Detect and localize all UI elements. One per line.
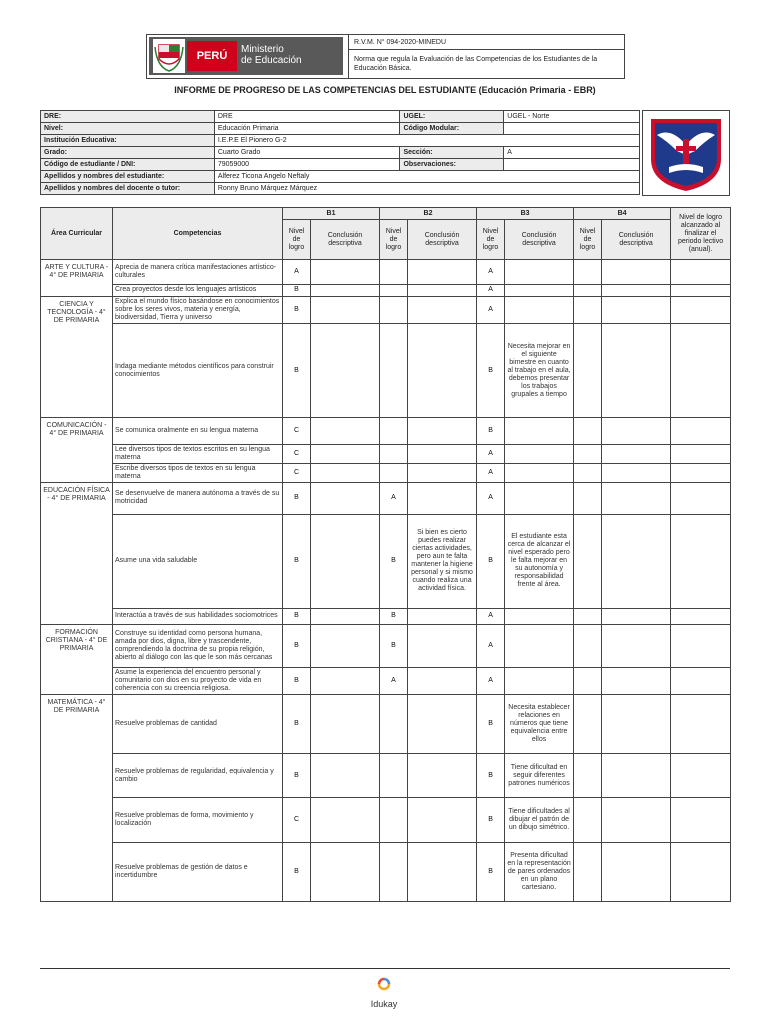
conclusion-b3: Tiene dificultades al dibujar el patrón de un dibujo simétrico. [505, 798, 574, 843]
dre-value: DRE [214, 111, 400, 123]
area-name: CIENCIA Y TECNOLOGÍA - 4° DE PRIMARIA [41, 296, 113, 418]
grade-b4 [574, 285, 602, 296]
table-row [41, 514, 731, 608]
conclusion-b4 [602, 323, 671, 417]
conclusion-b3: Presenta dificultad en la representación de pares ordenados en un plano cartesiano. [505, 843, 574, 902]
grade-b3: B [477, 514, 505, 608]
conclusion-b1 [311, 514, 380, 608]
grade-b2: A [380, 667, 408, 694]
grade-b4 [574, 418, 602, 444]
conclusion-b3 [505, 667, 574, 694]
grade-b3: B [477, 753, 505, 798]
institucion-label: Institución Educativa: [41, 135, 215, 147]
codigo-estudiante-label: Código de estudiante / DNI: [41, 159, 215, 171]
grade-b4 [574, 667, 602, 694]
conclusion-b1 [311, 753, 380, 798]
area-name: ARTE Y CULTURA - 4° DE PRIMARIA [41, 260, 113, 297]
grade-b2 [380, 444, 408, 463]
table-row [41, 323, 731, 417]
competency-text: Explica el mundo físico basándose en conocimientos sobre los seres vivos, materia y energía, biodiversidad, Tierra y universo [113, 296, 283, 323]
competency-text: Lee diversos tipos de textos escritos en su lengua materna [113, 444, 283, 463]
competency-text: Resuelve problemas de forma, movimiento y localización [113, 798, 283, 843]
table-row [41, 483, 731, 514]
conclusion-b3 [505, 444, 574, 463]
nivel-value: Educación Primaria [214, 123, 400, 135]
conclusion-b3 [505, 296, 574, 323]
conclusion-b2 [408, 483, 477, 514]
final-level [671, 843, 731, 902]
idukay-brand-text: Idukay [370, 999, 398, 1009]
info-row [41, 159, 640, 171]
nivel-header: Nivel de logro [283, 220, 311, 260]
footer-divider [40, 968, 730, 969]
competency-text: Indaga mediante métodos científicos para construir conocimientos [113, 323, 283, 417]
competency-text: Resuelve problemas de regularidad, equivalencia y cambio [113, 753, 283, 798]
conclusion-header: Conclusión descriptiva [602, 220, 671, 260]
table-row [41, 753, 731, 798]
final-level [671, 798, 731, 843]
nivel-header: Nivel de logro [380, 220, 408, 260]
b2-header: B2 [380, 208, 477, 220]
seccion-label: Sección: [400, 147, 504, 159]
b4-header: B4 [574, 208, 671, 220]
competency-text: Asume una vida saludable [113, 514, 283, 608]
peru-coat-of-arms-icon [153, 39, 185, 73]
grade-b1: C [283, 418, 311, 444]
rvm-number: R.V.M. N° 094-2020-MINEDU [349, 35, 625, 50]
conclusion-b3: El estudiante esta cerca de alcanzar el nivel esperado pero le falta mejorar en su autonomía y responsabilidad frente al área. [505, 514, 574, 608]
grade-b2 [380, 695, 408, 754]
conclusion-b1 [311, 608, 380, 624]
grade-b2 [380, 296, 408, 323]
conclusion-b1 [311, 483, 380, 514]
conclusion-b2 [408, 798, 477, 843]
conclusion-b1 [311, 260, 380, 285]
final-level [671, 608, 731, 624]
conclusion-b1 [311, 285, 380, 296]
grade-b2 [380, 753, 408, 798]
grade-b3: B [477, 843, 505, 902]
ministry-name [241, 44, 302, 66]
area-header: Área Curricular [41, 208, 113, 260]
nivel-header: Nivel de logro [574, 220, 602, 260]
table-row [41, 695, 731, 754]
grade-b1: B [283, 323, 311, 417]
conclusion-b2 [408, 463, 477, 482]
conclusion-b2 [408, 753, 477, 798]
final-level [671, 463, 731, 482]
conclusion-b2 [408, 843, 477, 902]
final-level [671, 296, 731, 323]
competency-text: Resuelve problemas de gestión de datos e incertidumbre [113, 843, 283, 902]
conclusion-b1 [311, 323, 380, 417]
grade-b1: B [283, 695, 311, 754]
grade-b3: B [477, 695, 505, 754]
competency-text: Aprecia de manera crítica manifestaciones artístico-culturales [113, 260, 283, 285]
table-row [41, 667, 731, 694]
conclusion-b4 [602, 667, 671, 694]
grade-b2: A [380, 483, 408, 514]
ministry-logo-cell [147, 35, 349, 78]
info-row [41, 123, 640, 135]
conclusion-header: Conclusión descriptiva [311, 220, 380, 260]
competency-text: Se comunica oralmente en su lengua materna [113, 418, 283, 444]
header-row [41, 208, 731, 220]
conclusion-b3: Necesita establecer relaciones en números que tiene equivalencia entre ellos [505, 695, 574, 754]
conclusion-b2 [408, 323, 477, 417]
norma-text: Norma que regula la Evaluación de las Competencias de los Estudiantes de la Educación Básica. [354, 56, 598, 72]
conclusion-b2 [408, 418, 477, 444]
conclusion-b4 [602, 463, 671, 482]
info-row [41, 111, 640, 123]
ugel-value: UGEL - Norte [504, 111, 640, 123]
grado-label: Grado: [41, 147, 215, 159]
grade-b4 [574, 483, 602, 514]
conclusion-b4 [602, 418, 671, 444]
codigo-modular-label: Código Modular: [400, 123, 504, 135]
codigo-modular-value [504, 123, 640, 135]
grade-b1: A [283, 260, 311, 285]
conclusion-b1 [311, 798, 380, 843]
table-row [41, 798, 731, 843]
competency-text: Construye su identidad como persona humana, amada por dios, digna, libre y trascendente, comprendiendo la doctrina de su propia religión, abierto al diálogo con las que le son más cercanas [113, 625, 283, 668]
grade-b3: A [477, 296, 505, 323]
document-header [146, 34, 625, 79]
grade-b4 [574, 296, 602, 323]
conclusion-b4 [602, 608, 671, 624]
conclusion-b2 [408, 296, 477, 323]
grade-b4 [574, 753, 602, 798]
final-level [671, 444, 731, 463]
grade-b2 [380, 323, 408, 417]
grade-b1: B [283, 483, 311, 514]
conclusion-b3 [505, 418, 574, 444]
conclusion-b3 [505, 608, 574, 624]
table-row [41, 463, 731, 482]
final-level [671, 483, 731, 514]
grade-b3: A [477, 483, 505, 514]
area-name: FORMACIÓN CRISTIANA - 4° DE PRIMARIA [41, 625, 113, 695]
grade-b1: B [283, 843, 311, 902]
docente-value: Ronny Bruno Márquez Márquez [214, 183, 639, 195]
conclusion-b4 [602, 260, 671, 285]
conclusion-b1 [311, 843, 380, 902]
grade-b1: B [283, 625, 311, 668]
conclusion-b1 [311, 625, 380, 668]
conclusion-b4 [602, 695, 671, 754]
area-name: EDUCACIÓN FÍSICA - 4° DE PRIMARIA [41, 483, 113, 625]
final-level-header: Nivel de logro alcanzado al finalizar el periodo lectivo (anual). [671, 208, 731, 260]
conclusion-b2 [408, 260, 477, 285]
student-info-table [40, 110, 640, 195]
b1-header: B1 [283, 208, 380, 220]
final-level [671, 260, 731, 285]
competency-text: Se desenvuelve de manera autónoma a través de su motricidad [113, 483, 283, 514]
info-row [41, 171, 640, 183]
conclusion-b2: Si bien es cierto puedes realizar ciertas actividades, pero aun te falta mantener la higiene personal y si mismo cuando realiza una actividad física. [408, 514, 477, 608]
observaciones-value [504, 159, 640, 171]
competency-text: Asume la experiencia del encuentro personal y comunitario con dios en su proyecto de vida en coherencia con su creencia religiosa. [113, 667, 283, 694]
ministry-line-2: de Educación [241, 55, 302, 66]
grade-b1: C [283, 798, 311, 843]
grade-b4 [574, 798, 602, 843]
conclusion-b4 [602, 843, 671, 902]
ugel-label: UGEL: [400, 111, 504, 123]
seccion-value: A [504, 147, 640, 159]
conclusion-b4 [602, 514, 671, 608]
conclusion-b4 [602, 285, 671, 296]
final-level [671, 514, 731, 608]
final-level [671, 667, 731, 694]
grade-b3: A [477, 285, 505, 296]
conclusion-b3 [505, 483, 574, 514]
grade-b1: C [283, 444, 311, 463]
codigo-estudiante-value: 79059000 [214, 159, 400, 171]
grade-b2 [380, 463, 408, 482]
grade-b3: A [477, 667, 505, 694]
table-row [41, 418, 731, 444]
conclusion-b1 [311, 695, 380, 754]
conclusion-b3 [505, 285, 574, 296]
conclusion-b4 [602, 296, 671, 323]
observaciones-label: Observaciones: [400, 159, 504, 171]
grade-b1: B [283, 296, 311, 323]
docente-label: Apellidos y nombres del docente o tutor: [41, 183, 215, 195]
grade-b4 [574, 323, 602, 417]
table-row [41, 296, 731, 323]
conclusion-b3 [505, 260, 574, 285]
grade-b4 [574, 695, 602, 754]
grade-b4 [574, 843, 602, 902]
conclusion-b1 [311, 463, 380, 482]
conclusion-b4 [602, 625, 671, 668]
final-level [671, 753, 731, 798]
grade-b3: A [477, 625, 505, 668]
grade-b3: B [477, 798, 505, 843]
table-row [41, 843, 731, 902]
institucion-value: I.E.P.E El Pionero G-2 [214, 135, 639, 147]
estudiante-value: Alferez Ticona Angelo Neftaly [214, 171, 639, 183]
nivel-label: Nivel: [41, 123, 215, 135]
grades-body [41, 260, 731, 902]
grade-b4 [574, 444, 602, 463]
competency-text: Escribe diversos tipos de textos en su lengua materna [113, 463, 283, 482]
grade-b1: B [283, 514, 311, 608]
grade-b4 [574, 625, 602, 668]
grade-b3: B [477, 323, 505, 417]
footer-brand [0, 976, 768, 1009]
conclusion-b2 [408, 667, 477, 694]
grade-b4 [574, 260, 602, 285]
table-row [41, 444, 731, 463]
final-level [671, 625, 731, 668]
conclusion-b1 [311, 667, 380, 694]
grade-b4 [574, 463, 602, 482]
final-level [671, 285, 731, 296]
conclusion-b3 [505, 463, 574, 482]
conclusion-b2 [408, 608, 477, 624]
school-crest-icon [642, 110, 730, 196]
grade-b4 [574, 514, 602, 608]
dre-label: DRE: [41, 111, 215, 123]
grade-b3: B [477, 418, 505, 444]
area-name: COMUNICACIÓN - 4° DE PRIMARIA [41, 418, 113, 483]
peru-label: PERÚ [187, 41, 237, 71]
estudiante-label: Apellidos y nombres del estudiante: [41, 171, 215, 183]
grade-b2 [380, 285, 408, 296]
grade-b2 [380, 843, 408, 902]
grade-b3: A [477, 463, 505, 482]
info-row [41, 147, 640, 159]
table-row [41, 260, 731, 285]
final-level [671, 323, 731, 417]
b3-header: B3 [477, 208, 574, 220]
table-row [41, 608, 731, 624]
grades-table [40, 207, 731, 902]
grade-b2 [380, 260, 408, 285]
competency-text: Interactúa a través de sus habilidades sociomotrices [113, 608, 283, 624]
area-name: MATEMÁTICA - 4° DE PRIMARIA [41, 695, 113, 902]
ministry-logo [149, 37, 343, 75]
grade-b2 [380, 798, 408, 843]
grade-b2: B [380, 625, 408, 668]
conclusion-b2 [408, 695, 477, 754]
grado-value: Cuarto Grado [214, 147, 400, 159]
conclusion-header: Conclusión descriptiva [408, 220, 477, 260]
grade-b3: A [477, 444, 505, 463]
final-level [671, 695, 731, 754]
competencias-header: Competencias [113, 208, 283, 260]
table-row [41, 285, 731, 296]
grade-b2 [380, 418, 408, 444]
grade-b1: C [283, 463, 311, 482]
grade-b3: A [477, 608, 505, 624]
conclusion-b1 [311, 296, 380, 323]
conclusion-b2 [408, 285, 477, 296]
grade-b3: A [477, 260, 505, 285]
grade-b1: B [283, 667, 311, 694]
nivel-header: Nivel de logro [477, 220, 505, 260]
report-title: INFORME DE PROGRESO DE LAS COMPETENCIAS DEL ESTUDIANTE (Educación Primaria - EBR) [174, 85, 596, 95]
grade-b2: B [380, 514, 408, 608]
competency-text: Resuelve problemas de cantidad [113, 695, 283, 754]
conclusion-header: Conclusión descriptiva [505, 220, 574, 260]
info-row [41, 135, 640, 147]
conclusion-b4 [602, 753, 671, 798]
table-row [41, 625, 731, 668]
conclusion-b3 [505, 625, 574, 668]
grade-b1: B [283, 608, 311, 624]
competency-text: Crea proyectos desde los lenguajes artísticos [113, 285, 283, 296]
conclusion-b1 [311, 418, 380, 444]
grade-b1: B [283, 285, 311, 296]
final-level [671, 418, 731, 444]
grade-b2: B [380, 608, 408, 624]
conclusion-b4 [602, 798, 671, 843]
conclusion-b3: Tiene dificultad en seguir diferentes patrones numéricos [505, 753, 574, 798]
grade-b1: B [283, 753, 311, 798]
idukay-logo-icon [376, 979, 392, 996]
conclusion-b1 [311, 444, 380, 463]
info-row [41, 183, 640, 195]
ministry-line-1: Ministerio [241, 44, 284, 55]
conclusion-b4 [602, 444, 671, 463]
conclusion-b3: Necesita mejorar en el siguiente bimestre en cuanto al trabajo en el aula, debemos presentar los trabajos grupales a tiempo [505, 323, 574, 417]
conclusion-b2 [408, 625, 477, 668]
grade-b4 [574, 608, 602, 624]
conclusion-b2 [408, 444, 477, 463]
conclusion-b4 [602, 483, 671, 514]
